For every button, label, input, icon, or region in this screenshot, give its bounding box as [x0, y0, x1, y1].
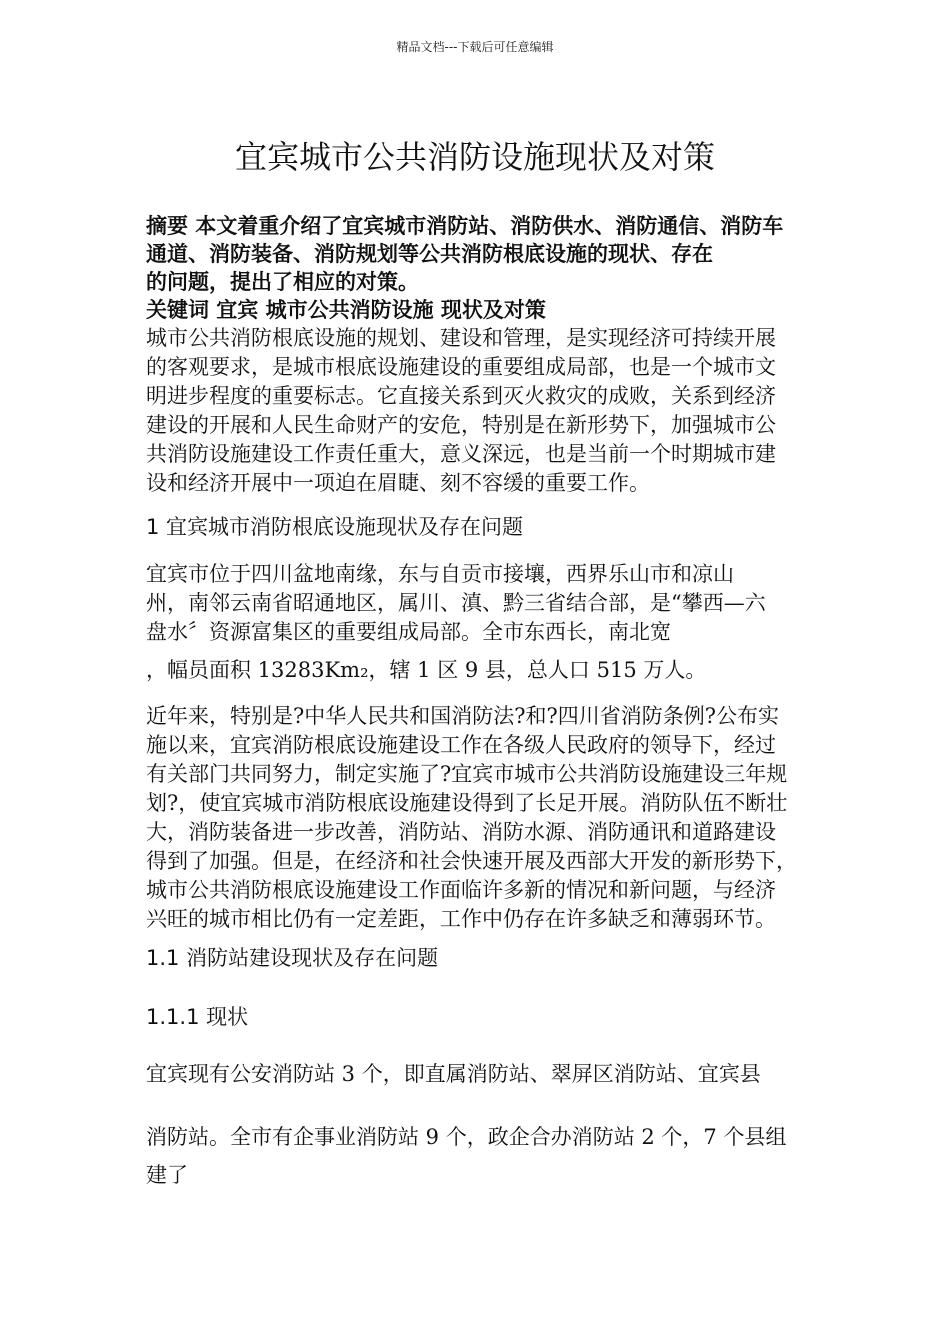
- keywords: 关键词 宜宾 城市公共消防设施 现状及对策: [146, 298, 546, 322]
- paragraph-line: 消防站。全市有企事业消防站 9 个，政企合办消防站 2 个，7 个县组: [146, 1125, 787, 1149]
- abstract-line: 通道、消防装备、消防规划等公共消防根底设施的现状、存在: [146, 242, 713, 266]
- paragraph-line: 有关部门共同努力，制定实施了?宜宾市城市公共消防设施建设三年规: [146, 762, 788, 786]
- paragraph-line: 建了: [146, 1163, 188, 1187]
- paragraph-line: 近年来，特别是?中华人民共和国消防法?和?四川省消防条例?公布实: [146, 704, 780, 728]
- subsection-heading: 1.1 消防站建设现状及存在问题: [146, 946, 439, 970]
- paragraph-line: 设和经济开展中一项迫在眉睫、刻不容缓的重要工作。: [146, 471, 650, 495]
- intro-paragraph: [146, 324, 876, 498]
- paragraph-line: 得到了加强。但是，在经济和社会快速开展及西部大开发的新形势下，: [146, 849, 797, 873]
- subsubsection-heading: 1.1.1 现状: [146, 1005, 249, 1029]
- section1-paragraph-1: [146, 560, 876, 647]
- paragraph-line: 兴旺的城市相比仍有一定差距，工作中仍存在许多缺乏和薄弱环节。: [146, 907, 776, 931]
- abstract: [146, 212, 876, 296]
- paragraph-line: 盘水〞资源富集区的重要组成局部。全市东西长，南北宽: [146, 620, 671, 644]
- paragraph-line: 州，南邻云南省昭通地区，属川、滇、黔三省结合部，是“攀西—六: [146, 591, 766, 615]
- paragraph-line: 城市公共消防根底设施的规划、建设和管理，是实现经济可持续开展: [146, 326, 776, 350]
- paragraph-line: 宜宾市位于四川盆地南缘，东与自贡市接壤，西界乐山市和凉山: [146, 562, 734, 586]
- status-paragraph-2: [146, 1118, 876, 1194]
- page-header: 精品文档---下载后可任意编辑: [396, 40, 554, 54]
- paragraph-line: 划?，使宜宾城市消防根底设施建设得到了长足开展。消防队伍不断壮: [146, 791, 788, 815]
- section-heading: 1 宜宾城市消防根底设施现状及存在问题: [146, 515, 524, 539]
- paragraph-line: 大，消防装备进一步改善，消防站、消防水源、消防通讯和道路建设: [146, 820, 776, 844]
- paragraph-line: 的客观要求，是城市根底设施建设的重要组成局部，也是一个城市文: [146, 355, 776, 379]
- abstract-line: 摘要 本文着重介绍了宜宾城市消防站、消防供水、消防通信、消防车: [146, 214, 784, 238]
- status-paragraph-1: 宜宾现有公安消防站 3 个，即直属消防站、翠屏区消防站、宜宾县: [146, 1062, 761, 1086]
- paragraph-line: 共消防设施建设工作责任重大，意义深远，也是当前一个时期城市建: [146, 442, 776, 466]
- paragraph-line: 城市公共消防根底设施建设工作面临许多新的情况和新问题，与经济: [146, 878, 776, 902]
- paragraph-line: 建设的开展和人民生命财产的安危，特别是在新形势下，加强城市公: [146, 413, 776, 437]
- section1-paragraph-2: [146, 702, 876, 934]
- paragraph-line: 施以来，宜宾消防根底设施建设工作在各级人民政府的领导下，经过: [146, 733, 776, 757]
- document-title: 宜宾城市公共消防设施现状及对策: [234, 138, 715, 176]
- abstract-line: 的问题，提出了相应的对策。: [146, 270, 419, 294]
- paragraph-line: 明进步程度的重要标志。它直接关系到灭火救灾的成败，关系到经济: [146, 384, 776, 408]
- section1-paragraph-1-tail: ，幅员面积 13283Km₂，辖 1 区 9 县，总人口 515 万人。: [146, 658, 707, 682]
